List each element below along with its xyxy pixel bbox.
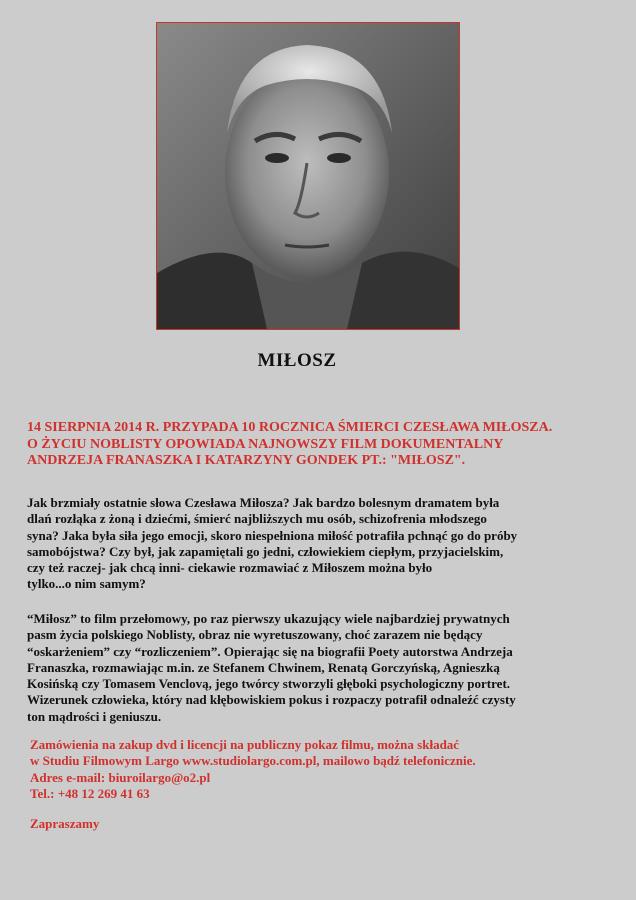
description-paragraph — [27, 611, 587, 725]
paragraph-line: Jak brzmiały ostatnie słowa Czesława Miłosza? Jak bardzo bolesnym dramatem była — [27, 495, 500, 510]
lead-line: 14 SIERPNIA 2014 R. PRZYPADA 10 ROCZNICA ŚMIERCI CZESŁAWA MIŁOSZA. — [27, 420, 553, 435]
paragraph-line: ton mądrości i geniuszu. — [27, 708, 162, 724]
intro-paragraph — [27, 495, 587, 593]
paragraph-line: dlań rozłąka z żoną i dziećmi, śmierć najbliższych mu osób, schizofrenia młodszego — [27, 511, 487, 527]
contact-line: w Studiu Filmowym Largo www.studiolargo.com.pl, mailowo bądź telefonicznie. — [30, 753, 476, 769]
paragraph-line: Franaszka, rozmawiając m.in. ze Stefanem Chwinem, Renatą Gorczyńską, Agnieszką — [27, 659, 500, 675]
contact-info — [30, 737, 590, 802]
page-title: MIŁOSZ — [257, 350, 337, 371]
lead-paragraph — [27, 420, 587, 470]
paragraph-line: samobójstwa? Czy był, jak zapamiętali go jedni, człowiekiem ciepłym, przyjacielskim, — [27, 543, 504, 559]
paragraph-line: “Miłosz” to film przełomowy, po raz pierwszy ukazujący wiele najbardziej prywatnych — [27, 611, 510, 626]
portrait-photo-icon — [157, 23, 459, 329]
paragraph-line: Wizerunek człowieka, który nad kłębowiskiem pokus i rozpaczy potrafił odnaleźć czysty — [27, 692, 516, 708]
lead-line: O ŻYCIU NOBLISTY OPOWIADA NAJNOWSZY FILM DOKUMENTALNY — [27, 436, 504, 452]
lead-line: ANDRZEJA FRANASZKA I KATARZYNY GONDEK PT.: "MIŁOSZ". — [27, 453, 466, 468]
paragraph-line: Kosińską czy Tomasem Venclovą, jego twórcy stworzyli głęboki psychologiczny portret. — [27, 676, 511, 692]
contact-phone: Tel.: +48 12 269 41 63 — [30, 785, 150, 801]
paragraph-line: pasm życia polskiego Noblisty, obraz nie wyretuszowany, choć zarazem nie będący — [27, 627, 483, 643]
portrait-photo — [156, 22, 460, 330]
paragraph-line: syna? Jaka była siła jego emocji, skoro niespełniona miłość potrafiła pchnąć go do próby — [27, 527, 518, 543]
paragraph-line: czy też raczej- jak chcą inni- ciekawie rozmawiać z Miłoszem można było — [27, 560, 433, 576]
invite-text: Zapraszamy — [30, 816, 100, 831]
contact-email: Adres e-mail: biuroilargo@o2.pl — [30, 769, 211, 785]
paragraph-line: tylko...o nim samym? — [27, 576, 146, 592]
contact-line: Zamówienia na zakup dvd i licencji na publiczny pokaz filmu, można składać — [30, 737, 460, 752]
paragraph-line: “oskarżeniem” czy “rozliczeniem”. Opierając się na biografii Poety autorstwa Andrzeja — [27, 643, 513, 659]
